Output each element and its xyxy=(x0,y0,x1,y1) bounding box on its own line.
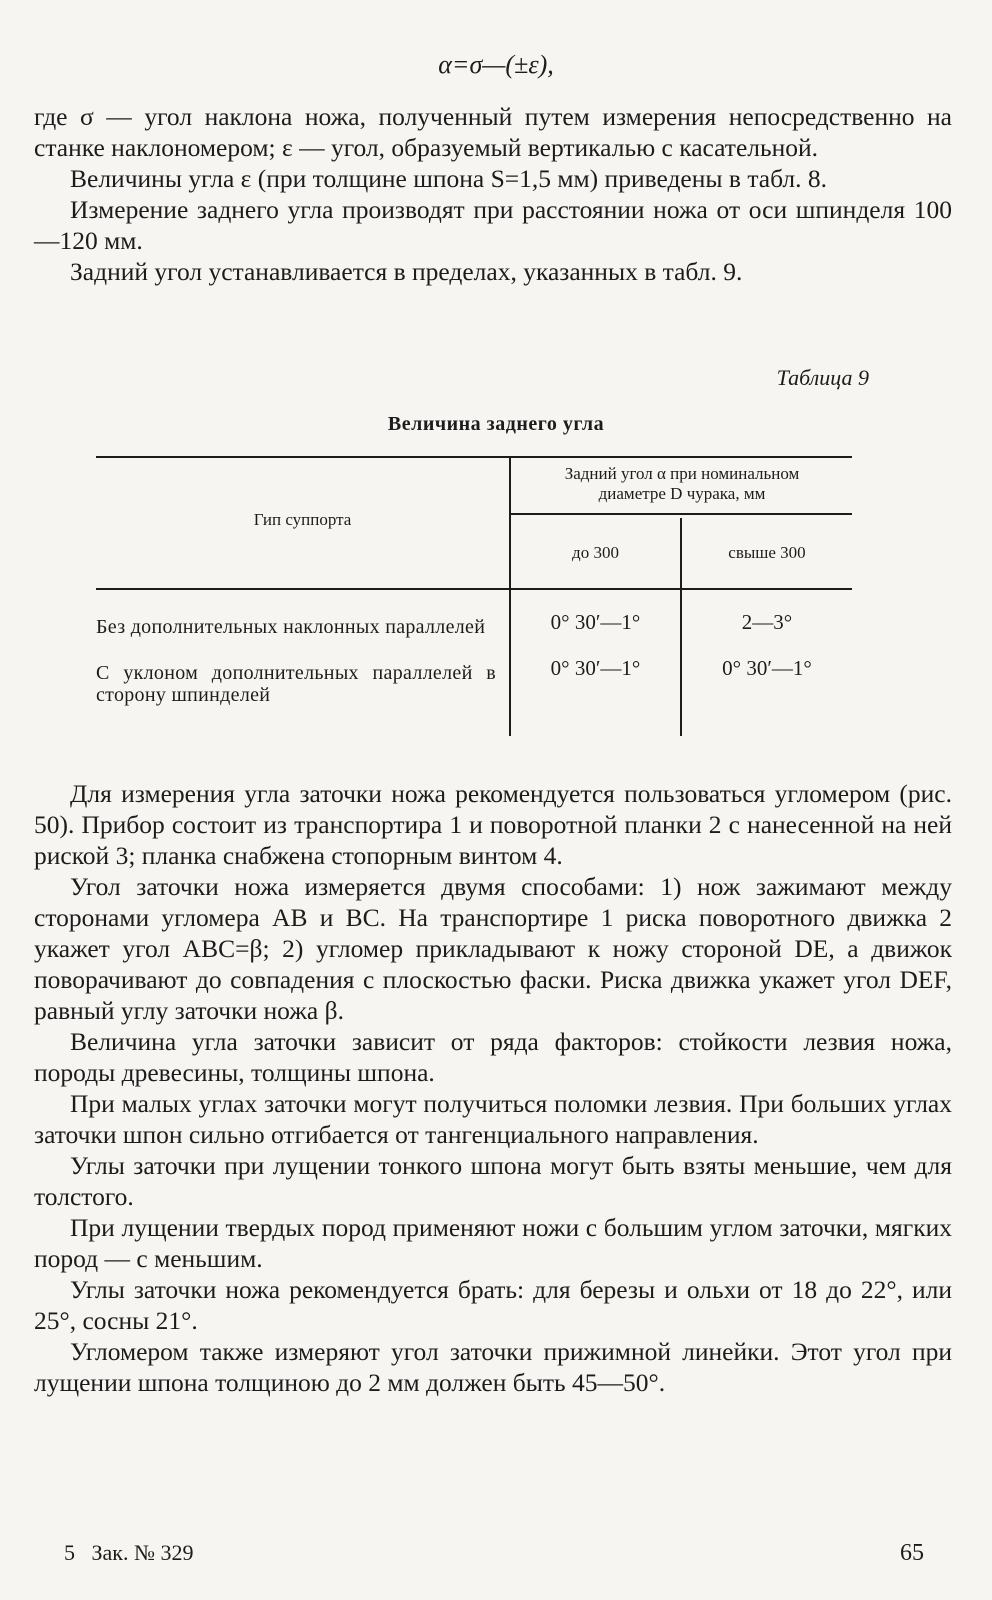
paragraph: Углы заточки ножа рекомендуется брать: для березы и ольхи от 18 до 22°, или 25°, сосны 21°. xyxy=(34,1275,952,1335)
text-block-top xyxy=(34,101,952,287)
paragraph: Величина угла заточки зависит от ряда факторов: стойкости лезвия ножа, породы древесины, толщины шпона. xyxy=(34,1027,952,1087)
table-cell: 2—3° xyxy=(741,610,793,634)
header-col-over-300: свыше 300 xyxy=(728,543,806,562)
paragraph: Задний угол устанавливается в пределах, указанных в табл. 9. xyxy=(70,257,743,286)
paragraph: Измерение заднего угла производят при расстоянии ножа от оси шпинделя 100—120 мм. xyxy=(34,195,952,255)
table-row-label: С уклоном дополнительных параллелей в сторону шпинделей xyxy=(96,662,496,706)
paragraph: где σ — угол наклона ножа, полученный путем измерения непосредственно на станке наклономером; ε — угол, образуемый вертикалью с касательной. xyxy=(34,102,952,162)
formula: α=σ—(±ε), xyxy=(438,50,554,79)
table-rule-top xyxy=(96,456,852,458)
header-back-angle: Задний угол α при номинальном диаметре D чурака, мм xyxy=(564,464,800,503)
table-cell: 0° 30′—1° xyxy=(722,656,812,680)
table-rule-subheader xyxy=(510,513,852,515)
paragraph: Величины угла ε (при толщине шпона S=1,5 мм) приведены в табл. 8. xyxy=(70,164,828,193)
table-cell: 0° 30′—1° xyxy=(550,610,641,634)
paragraph: При лущении твердых пород применяют ножи с большим углом заточки, мягких пород — с меньшим. xyxy=(34,1213,952,1273)
table-cell: 0° 30′—1° xyxy=(550,656,641,680)
table-row-label: Без дополнительных наклонных параллелей xyxy=(96,616,486,638)
text-block-bottom xyxy=(34,778,952,1398)
table-title: Величина заднего угла xyxy=(387,413,605,435)
paragraph: При малых углах заточки могут получиться поломки лезвия. При больших углах заточки шпон сильно отгибается от тангенциального направления. xyxy=(34,1089,952,1149)
paragraph: Угол заточки ножа измеряется двумя способами: 1) нож зажимают между сторонами угломера AB и BC. На транспортире 1 риска поворотного движка 2 укажет угол ABC=β; 2) угломер прикладывают к ножу стороной DE, а движок поворачивают до совпадения с плоскостью фаски. Риска движка укажет угол DEF, равный углу заточки ножа β. xyxy=(34,872,952,1025)
data-table xyxy=(96,456,876,756)
paragraph: Угломером также измеряют угол заточки прижимной линейки. Этот угол при лущении шпона толщиною до 2 мм должен быть 45—50°. xyxy=(34,1337,952,1397)
paragraph: Углы заточки при лущении тонкого шпона могут быть взяты меньшие, чем для толстого. xyxy=(34,1151,952,1211)
table-rule-header-bottom xyxy=(96,588,852,590)
header-col-up-to-300: до 300 xyxy=(572,543,619,562)
page-number: 65 xyxy=(900,1540,924,1566)
header-support-type: Гип суппорта xyxy=(253,510,352,529)
table-rule-vertical-1 xyxy=(509,456,511,736)
table-caption: Таблица 9 xyxy=(776,365,869,390)
footer-order-mark: 5 Зак. № 329 xyxy=(64,1540,194,1565)
paragraph: Для измерения угла заточки ножа рекомендуется пользоваться угломером (рис. 50). Прибор состоит из транспортира 1 и поворотной планки 2 с нанесенной на ней риской 3; планка снабжена стопорным винтом 4. xyxy=(34,779,952,870)
